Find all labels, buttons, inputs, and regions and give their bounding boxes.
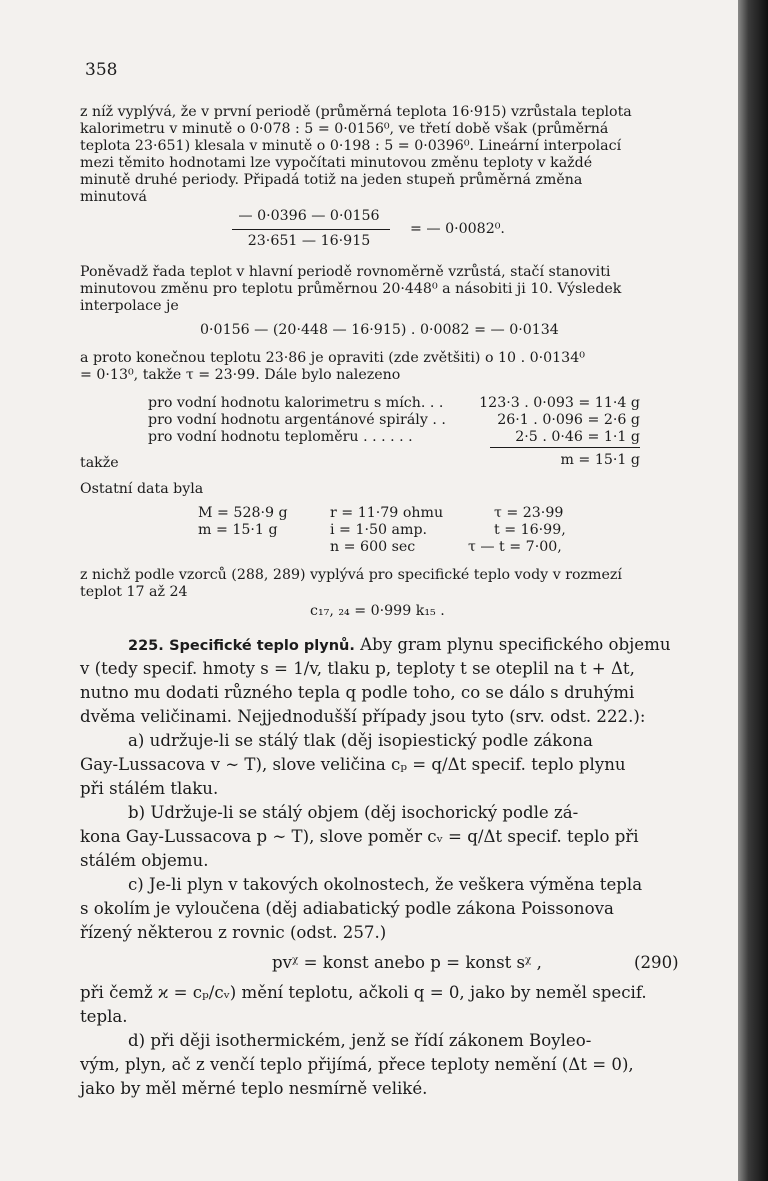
- section-line: dvěma veličinami. Nejjednodušší případy jsou tyto (srv. odst. 222.):: [80, 707, 646, 726]
- equation-number: (290): [634, 953, 679, 972]
- section-line: Gay-Lussacova v ∼ T), slove veličina cₚ = q/Δt specif. teplo plynu: [80, 755, 626, 774]
- section-number: 225.: [128, 638, 164, 654]
- paragraph-line: a proto konečnou teplotu 23·86 je opraviti (zde zvětšiti) o 10 . 0·0134⁰: [80, 350, 585, 366]
- paragraph-line: z níž vyplývá, že v první periodě (průměrná teplota 16·915) vzrůstala teplota: [80, 104, 632, 120]
- table-row-value: 2·5 . 0·46 = 1·1 g: [515, 429, 640, 445]
- section-line: jako by měl měrné teplo nesmírně veliké.: [80, 1079, 428, 1098]
- sum-value: m = 15·1 g: [560, 452, 640, 468]
- paragraph-line: minutě druhé periody. Připadá totiž na jeden stupeň průměrná změna: [80, 172, 583, 188]
- data-cell: M = 528·9 g: [198, 505, 288, 521]
- equation-poisson: pvᵡ = konst anebo p = konst sᵡ ,: [272, 953, 542, 972]
- section-line: vým, plyn, ač z venčí teplo přijímá, přece teploty nemění (Δt = 0),: [80, 1055, 634, 1074]
- section-line: stálém objemu.: [80, 851, 209, 870]
- fraction-bar: [232, 229, 390, 230]
- fraction-numerator: — 0·0396 — 0·0156: [238, 208, 380, 224]
- table-row-label: pro vodní hodnotu argentánové spirály . .: [148, 412, 446, 428]
- book-gutter-shadow: [738, 0, 768, 1181]
- section-line: a) udržuje-li se stálý tlak (děj isopiestický podle zákona: [128, 731, 593, 750]
- data-cell: t = 16·99,: [494, 522, 566, 538]
- paragraph-line: minutová: [80, 189, 147, 205]
- section-line: při stálém tlaku.: [80, 779, 219, 798]
- fraction-denominator: 23·651 — 16·915: [247, 233, 371, 249]
- paragraph-line: = 0·13⁰, takže τ = 23·99. Dále bylo nalezeno: [80, 367, 401, 383]
- paragraph-line: kalorimetru v minutě o 0·078 : 5 = 0·0156⁰, ve třetí době však (průměrná: [80, 121, 609, 137]
- page-number: 358: [85, 60, 118, 80]
- data-cell: n = 600 sec: [330, 539, 416, 555]
- paragraph-line: teplot 17 až 24: [80, 584, 188, 600]
- section-title: Specifické teplo plynů.: [169, 638, 355, 654]
- takze-label: takže: [80, 455, 119, 471]
- section-line: nutno mu dodati různého tepla q podle toho, co se dálo s druhými: [80, 683, 635, 702]
- section-line: při čemž ϰ = cₚ/cᵥ) mění teplotu, ačkoli q = 0, jako by neměl specif.: [80, 983, 647, 1002]
- sum-rule: [490, 447, 640, 448]
- paragraph-line: mezi těmito hodnotami lze vypočítati minutovou změnu teploty v každé: [80, 155, 593, 171]
- data-cell: i = 1·50 amp.: [330, 522, 428, 538]
- data-cell: r = 11·79 ohmu: [330, 505, 444, 521]
- section-line: c) Je-li plyn v takových okolnostech, že veškera výměna tepla: [128, 875, 643, 894]
- equation-interpolation: 0·0156 — (20·448 — 16·915) . 0·0082 = — 0·0134: [200, 322, 559, 338]
- paragraph-line: interpolace je: [80, 298, 179, 314]
- paragraph-line: z nichž podle vzorců (288, 289) vyplývá pro specifické teplo vody v rozmezí: [80, 567, 622, 583]
- equation-result: = — 0·0082⁰.: [410, 221, 505, 237]
- data-cell: τ = 23·99: [494, 505, 564, 521]
- section-heading-line: [128, 634, 671, 657]
- section-line: v (tedy specif. hmoty s = 1/v, tlaku p, teploty t se oteplil na t + Δt,: [80, 659, 635, 678]
- section-line: b) Udržuje-li se stálý objem (děj isochorický podle zá-: [128, 803, 579, 822]
- table-row-value: 123·3 . 0·093 = 11·4 g: [479, 395, 640, 411]
- section-line: tepla.: [80, 1007, 128, 1026]
- paragraph-line: Poněvadž řada teplot v hlavní periodě rovnoměrně vzrůstá, stačí stanoviti: [80, 264, 611, 280]
- equation-specific-heat: c₁₇, ₂₄ = 0·999 k₁₅ .: [310, 603, 445, 619]
- paragraph-line: minutovou změnu pro teplotu průměrnou 20·448⁰ a násobiti ji 10. Výsledek: [80, 281, 622, 297]
- table-row-value: 26·1 . 0·096 = 2·6 g: [497, 412, 640, 428]
- paragraph-line: Ostatní data byla: [80, 481, 204, 497]
- section-text: Aby gram plynu specifického objemu: [360, 635, 671, 654]
- section-line: d) při ději isothermickém, jenž se řídí zákonem Boyleo-: [128, 1031, 592, 1050]
- table-row-label: pro vodní hodnotu kalorimetru s mích. . .: [148, 395, 444, 411]
- data-cell: m = 15·1 g: [198, 522, 278, 538]
- paragraph-line: teplota 23·651) klesala v minutě o 0·198 : 5 = 0·0396⁰. Lineární interpolací: [80, 138, 622, 154]
- table-row-label: pro vodní hodnotu teploměru . . . . . .: [148, 429, 413, 445]
- section-line: řízený některou z rovnic (odst. 257.): [80, 923, 387, 942]
- data-cell: τ — t = 7·00,: [468, 539, 562, 555]
- section-line: kona Gay-Lussacova p ∼ T), slove poměr cᵥ = q/Δt specif. teplo při: [80, 827, 639, 846]
- section-line: s okolím je vyloučena (děj adiabatický podle zákona Poissonova: [80, 899, 614, 918]
